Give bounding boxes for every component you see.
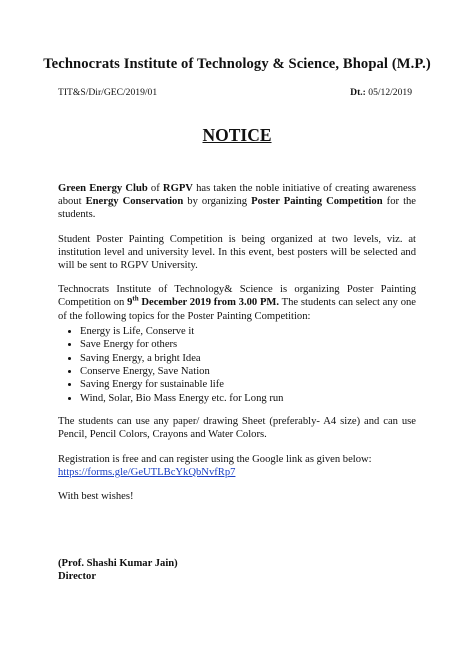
event-day: 9 xyxy=(127,297,133,309)
text-fragment: has taken the noble initiative of creating awareness about xyxy=(58,183,416,208)
closing-line: With best wishes! xyxy=(58,491,134,503)
list-item: • Wind, Solar, Bio Mass Energy etc. for Long run xyxy=(80,392,416,405)
text-fragment: for the students. xyxy=(58,196,417,221)
date-label: Dt.: xyxy=(350,87,366,98)
list-item: • Saving Energy, a bright Idea xyxy=(80,352,416,365)
competition-name: Poster Painting Competition xyxy=(251,196,383,208)
energy-conservation: Energy Conservation xyxy=(85,196,184,208)
paragraph-schedule xyxy=(58,283,416,323)
institute-name: Technocrats Institute of Technology & Science, Bhopal (M.P.) xyxy=(43,56,431,72)
text-fragment: Technocrats Institute of Technology& Science is organizing Poster Painting Competition on xyxy=(58,284,416,309)
paragraph-registration xyxy=(58,453,416,479)
date-value: 05/12/2019 xyxy=(368,87,412,98)
text-fragment: of xyxy=(147,183,163,194)
paragraph-levels: Student Poster Painting Competition is being organized at two levels, viz. at institution level and university level. In this event, best posters will be selected and will be sent to RGPV University. xyxy=(58,233,416,272)
notice-title: NOTICE xyxy=(202,125,272,145)
list-item: • Conserve Energy, Save Nation xyxy=(80,365,416,378)
list-item: • Save Energy for others xyxy=(80,338,416,351)
signatory-designation: Director xyxy=(58,571,97,583)
registration-link[interactable]: https://forms.gle/GeUTLBcYkQbNvfRp7 xyxy=(58,466,236,478)
signatory-name: (Prof. Shashi Kumar Jain) xyxy=(58,558,178,569)
event-datetime xyxy=(127,294,280,309)
paragraph-materials: The students can use any paper/ drawing Sheet (preferably- A4 size) and can use Pencil, Pencil Colors, Crayons and Water Colors. xyxy=(58,416,416,441)
list-item: • Saving Energy for sustainable life xyxy=(80,378,416,391)
signature-block xyxy=(58,557,178,584)
event-date-time: December 2019 from 3.00 PM. xyxy=(138,297,280,309)
topics-list xyxy=(58,325,416,405)
text-fragment: The students can select any one of the following topics for the Poster Painting Competition: xyxy=(58,297,417,322)
notice-body xyxy=(58,182,416,514)
notice-date xyxy=(350,87,412,98)
event-day-suffix: th xyxy=(132,294,139,303)
reference-number: TIT&S/Dir/GEC/2019/01 xyxy=(58,87,158,98)
university-name: RGPV xyxy=(162,183,193,194)
text-fragment: by organizing xyxy=(183,196,252,208)
registration-text: Registration is free and can register using the Google link as given below: xyxy=(58,453,372,465)
list-item: • Energy is Life, Conserve it xyxy=(80,325,416,338)
paragraph-intro xyxy=(58,182,416,222)
reference-line xyxy=(58,87,412,98)
club-name: Green Energy Club xyxy=(58,183,148,194)
